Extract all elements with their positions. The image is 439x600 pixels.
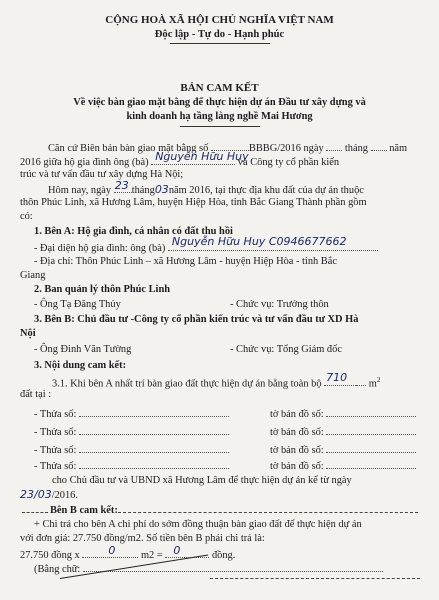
- strike-dash-right: [118, 512, 418, 513]
- strike-dash-left: [22, 512, 48, 513]
- party-a-rep-blank: [168, 235, 378, 251]
- map-label-1: tờ bản đồ số:: [270, 409, 324, 420]
- motto: Độc lập - Tự do - Hạnh phúc: [154, 29, 285, 40]
- subtitle-line-2: kinh doanh hạ tầng làng nghề Mai Hương: [126, 111, 313, 122]
- plot-blank-2: [79, 424, 229, 435]
- unit-price: với đơn giá: 27.750 đồng/m2.: [20, 533, 144, 544]
- party-b-rep-position: - Chức vụ: Tổng Giám đốc: [230, 344, 342, 355]
- plot-row-4: [34, 458, 229, 473]
- rep-name-handwritten: [172, 235, 347, 248]
- party-a-address-1: - Địa chỉ: Thôn Phúc Linh – xã Hương Lâm - huyện Hiệp Hòa - tỉnh Bắc: [34, 256, 337, 267]
- intro-company: và Công ty cổ phần kiến: [237, 157, 340, 168]
- map-row-4: [270, 458, 416, 473]
- calc-currency: đồng.: [211, 550, 236, 561]
- day-handwritten: 23: [114, 179, 129, 192]
- phone-handwritten: C0946677662: [268, 235, 347, 248]
- qty-handwritten: 0: [108, 544, 116, 557]
- intro-line-2: [20, 150, 340, 169]
- intro-household: 2016 giữa hộ gia đình ông (bà): [20, 157, 149, 168]
- plot-label-3: - Thửa số:: [34, 445, 77, 456]
- area-blank-tail: [356, 375, 366, 386]
- handover-year: /2016.: [51, 490, 78, 501]
- party-b-heading-1: 3. Bên B: Chủ đầu tư -Công ty cổ phần kiến trúc và tư vấn đầu tư XD Hà: [34, 314, 359, 325]
- intro-line-3: trúc và tư vấn đầu tư xây dựng Hà Nội;: [20, 169, 184, 180]
- intro-month-label: tháng: [344, 143, 368, 154]
- handover-date-handwritten: 23/03: [20, 488, 52, 501]
- motto-underline: [170, 43, 270, 44]
- plot-row-1: [34, 406, 229, 421]
- commitment-heading: 3. Nội dung cam kết:: [34, 360, 127, 371]
- plot-label-2: - Thửa số:: [34, 427, 77, 438]
- plot-label-4: - Thửa số:: [34, 461, 77, 472]
- map-blank-3: [326, 442, 416, 453]
- calc-price: 27.750 đồng x: [20, 550, 80, 561]
- unit-m: m: [368, 378, 377, 390]
- intro-year-label: năm: [389, 143, 408, 154]
- party-b-rep-name: - Ông Đinh Văn Tường: [34, 344, 132, 355]
- intro-basis: Căn cứ Biên bản bàn giao mặt bằng số: [48, 143, 209, 154]
- map-label-4: tờ bản đồ số:: [270, 461, 324, 472]
- intro-today: Hôm nay, ngày: [48, 185, 112, 196]
- commitment-handover-line: cho Chủ đầu tư và UBND xã Hương Lâm để thực hiện dự án kể từ ngày: [52, 475, 352, 486]
- amount-in-words-label: (Bằng chữ:: [34, 564, 81, 575]
- intro-line-5: thôn Phúc Linh, xã Hương Lâm, huyện Hiệp Hòa, tỉnh Bắc Giang Thành phần gồm: [20, 197, 367, 208]
- map-label-2: tờ bản đồ số:: [270, 427, 324, 438]
- today-day-blank: [114, 179, 132, 193]
- plot-row-3: [34, 442, 229, 457]
- commit-line-2: [20, 532, 265, 545]
- intro-location: năm 2016, tại thực địa khu đất của dự án thuộc: [168, 185, 364, 196]
- commitment-land-at: đất tại :: [20, 389, 52, 400]
- map-label-3: tờ bản đồ số:: [270, 445, 324, 456]
- subtitle-line-1: Về việc bàn giao mặt bằng để thực hiện dự án Đầu tư xây dựng và: [73, 97, 366, 108]
- intro-line-4: [48, 179, 364, 197]
- board-heading: 2. Ban quản lý thôn Phúc Linh: [34, 284, 171, 295]
- payment-amount-label: Số tiền bên B phải chi trả là:: [146, 533, 265, 544]
- plot-blank-4: [79, 458, 229, 469]
- month-blank: [371, 140, 387, 151]
- board-member-name: - Ông Tạ Đăng Thủy: [34, 299, 121, 310]
- map-row-1: [270, 406, 416, 421]
- intro-line-6: có:: [20, 211, 33, 222]
- qty-blank: [82, 544, 138, 558]
- commitment-3-1: [52, 371, 381, 390]
- title-underline: [180, 126, 260, 127]
- plot-blank-3: [79, 442, 229, 453]
- strike-dash-line: [210, 578, 420, 579]
- map-blank-2: [326, 424, 416, 435]
- map-blank-4: [326, 458, 416, 469]
- plot-label-1: - Thửa số:: [34, 409, 77, 420]
- party-b-heading-2: Nội: [20, 328, 36, 339]
- document-title: BẢN CAM KẾT: [180, 82, 259, 94]
- intro-month: tháng: [131, 185, 155, 196]
- map-row-2: [270, 424, 416, 439]
- plot-blank-1: [79, 406, 229, 417]
- intro-bbbg: BBBG/2016 ngày: [248, 143, 324, 154]
- party-a-rep-label: - Đại diện hộ gia đình: ông (bà): [34, 243, 166, 254]
- map-row-3: [270, 442, 416, 457]
- owner-name-handwritten: Nguyễn Hữu Huy: [155, 150, 249, 163]
- country-header: CỘNG HOÀ XÃ HỘI CHỦ NGHĨA VIỆT NAM: [105, 14, 334, 26]
- area-handwritten: 710: [326, 371, 348, 385]
- party-a-address-2: Giang: [20, 270, 46, 281]
- month-handwritten: 03: [154, 183, 169, 196]
- plot-row-2: [34, 424, 229, 439]
- party-b-commit-heading: Bên B cam kết:: [50, 505, 118, 516]
- board-member-position: - Chức vụ: Trưởng thôn: [230, 299, 329, 310]
- unit-exponent: 2: [376, 376, 381, 384]
- party-a-rep: [34, 235, 378, 255]
- map-blank-1: [326, 406, 416, 417]
- amount-handwritten: 0: [173, 544, 181, 557]
- day-blank: [326, 140, 342, 151]
- handover-date-line: [20, 488, 78, 502]
- rep-name-text: Nguyễn Hữu Huy: [171, 235, 266, 248]
- area-blank: [324, 371, 356, 386]
- party-a-heading: 1. Bên A: Hộ gia đình, cá nhân có đất thu hồi: [34, 226, 233, 237]
- commitment-3-1-text: 3.1. Khi bên A nhất trí bàn giao đất thực hiện dự án bằng toàn bộ: [52, 378, 322, 390]
- calc-m2: m2 =: [140, 550, 163, 561]
- commit-line-1: + Chi trả cho bên A chi phí do sớm đồng thuận bàn giao đất để thực hiện dự án: [34, 519, 362, 530]
- owner-name-blank: [151, 150, 249, 165]
